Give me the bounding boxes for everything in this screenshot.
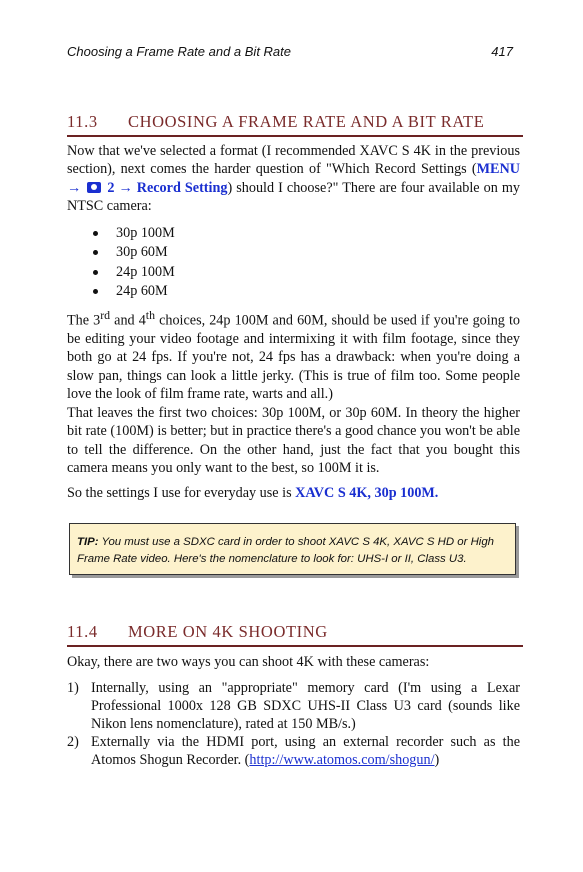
bullet-icon	[93, 289, 98, 294]
list-item-text: 24p 100M	[116, 263, 175, 280]
list-item-text: )	[434, 752, 440, 769]
section-title: CHOOSING A FRAME RATE AND A BIT RATE	[128, 112, 485, 131]
ordinal-number: 3	[93, 312, 101, 329]
list-item-text: Externally via the HDMI port, using an external recorder such as the Atomos Shogun Recorder. (	[91, 734, 520, 769]
menu-label: MENU	[476, 161, 520, 178]
menu-index: 2	[107, 179, 115, 196]
para-text: and	[110, 312, 139, 329]
list-item	[93, 224, 175, 243]
list-item-text: 30p 100M	[116, 225, 175, 241]
section-title: MORE ON 4K SHOOTING	[128, 622, 328, 641]
running-header-title: Choosing a Frame Rate and a Bit Rate	[67, 44, 292, 59]
list-item	[93, 243, 175, 262]
running-header	[67, 44, 513, 64]
list-number: 2)	[67, 734, 79, 751]
list-item	[93, 263, 175, 282]
list-item-text: 24p 60M	[116, 282, 168, 299]
list-item-text: Internally, using an "appropriate" memory card (I'm using a Lexar Professional 1000x 128 GB SDXC UHS-II Class U3 card (sounds like Nikon lens nomenclature), rated at 150 MB/s.)	[91, 680, 520, 732]
arrow-right-icon: →	[118, 179, 133, 196]
ordinal-suffix: rd	[100, 308, 111, 322]
atomos-link[interactable]: http://www.atomos.com/shogun/	[249, 752, 435, 769]
ordinal-suffix: th	[145, 308, 155, 322]
camera-icon	[87, 182, 101, 193]
para-text: So the settings I use for everyday use is	[67, 485, 296, 501]
arrow-right-icon: →	[67, 179, 82, 196]
list-item	[67, 734, 520, 770]
intro-text-end: ) should I choose?" There are four available on my NTSC camera:	[67, 179, 521, 214]
list-item-text: 30p 60M	[116, 244, 168, 261]
frame-rate-paragraph	[67, 306, 520, 403]
page-number: 417	[491, 44, 513, 59]
section-number: 11.4	[67, 622, 98, 641]
ordinal-number: 4	[138, 312, 146, 329]
highlighted-setting: XAVC S 4K, 30p 100M.	[295, 485, 439, 501]
bullet-icon	[93, 250, 98, 255]
shooting-methods-list	[67, 680, 520, 771]
intro-paragraph	[67, 142, 520, 215]
para-text: choices, 24p 100M and 60M, should be used if you're going to be editing your video footage and intermixing it with film footage, since they both go at 24 fps. If you're not, 24 fps has a drawback: when you're doing a slow pan, things can look a little jerky. (This is true of film too. Some people love the look of film frame rate, warts and all.)	[67, 312, 520, 402]
bullet-icon	[93, 270, 98, 275]
tip-label: TIP:	[77, 536, 99, 548]
list-number: 1)	[67, 680, 79, 696]
tip-text: You must use a SDXC card in order to shoot XAVC S 4K, XAVC S HD or High Frame Rate video. Here's the nomenclature to look for: UHS-I or II, Class U3.	[77, 536, 494, 565]
settings-paragraph	[67, 484, 520, 502]
list-item	[93, 282, 175, 301]
record-settings-list	[93, 224, 175, 301]
para-text: The	[67, 312, 94, 329]
list-item	[67, 680, 520, 733]
section-heading-11-4	[67, 622, 523, 647]
intro-text: Now that we've selected a format (I recommended XAVC S 4K in the previous section), next comes the harder question of "Which Record Settings (	[67, 143, 520, 178]
shooting-intro-paragraph: Okay, there are two ways you can shoot 4K with these cameras:	[67, 654, 430, 670]
section-number: 11.3	[67, 112, 98, 131]
section-heading-11-3	[67, 112, 523, 137]
menu-item-record-setting: Record Setting	[136, 179, 228, 196]
bullet-icon	[93, 231, 98, 236]
tip-box	[69, 523, 516, 575]
bit-rate-paragraph: That leaves the first two choices: 30p 100M, or 30p 60M. In theory the higher bit rate (100M) is better; but in practice there's a good chance you won't be able to tell the difference. On the other hand, just the fact that you bought this camera means you only want to the best, so 100M it is.	[67, 405, 520, 476]
